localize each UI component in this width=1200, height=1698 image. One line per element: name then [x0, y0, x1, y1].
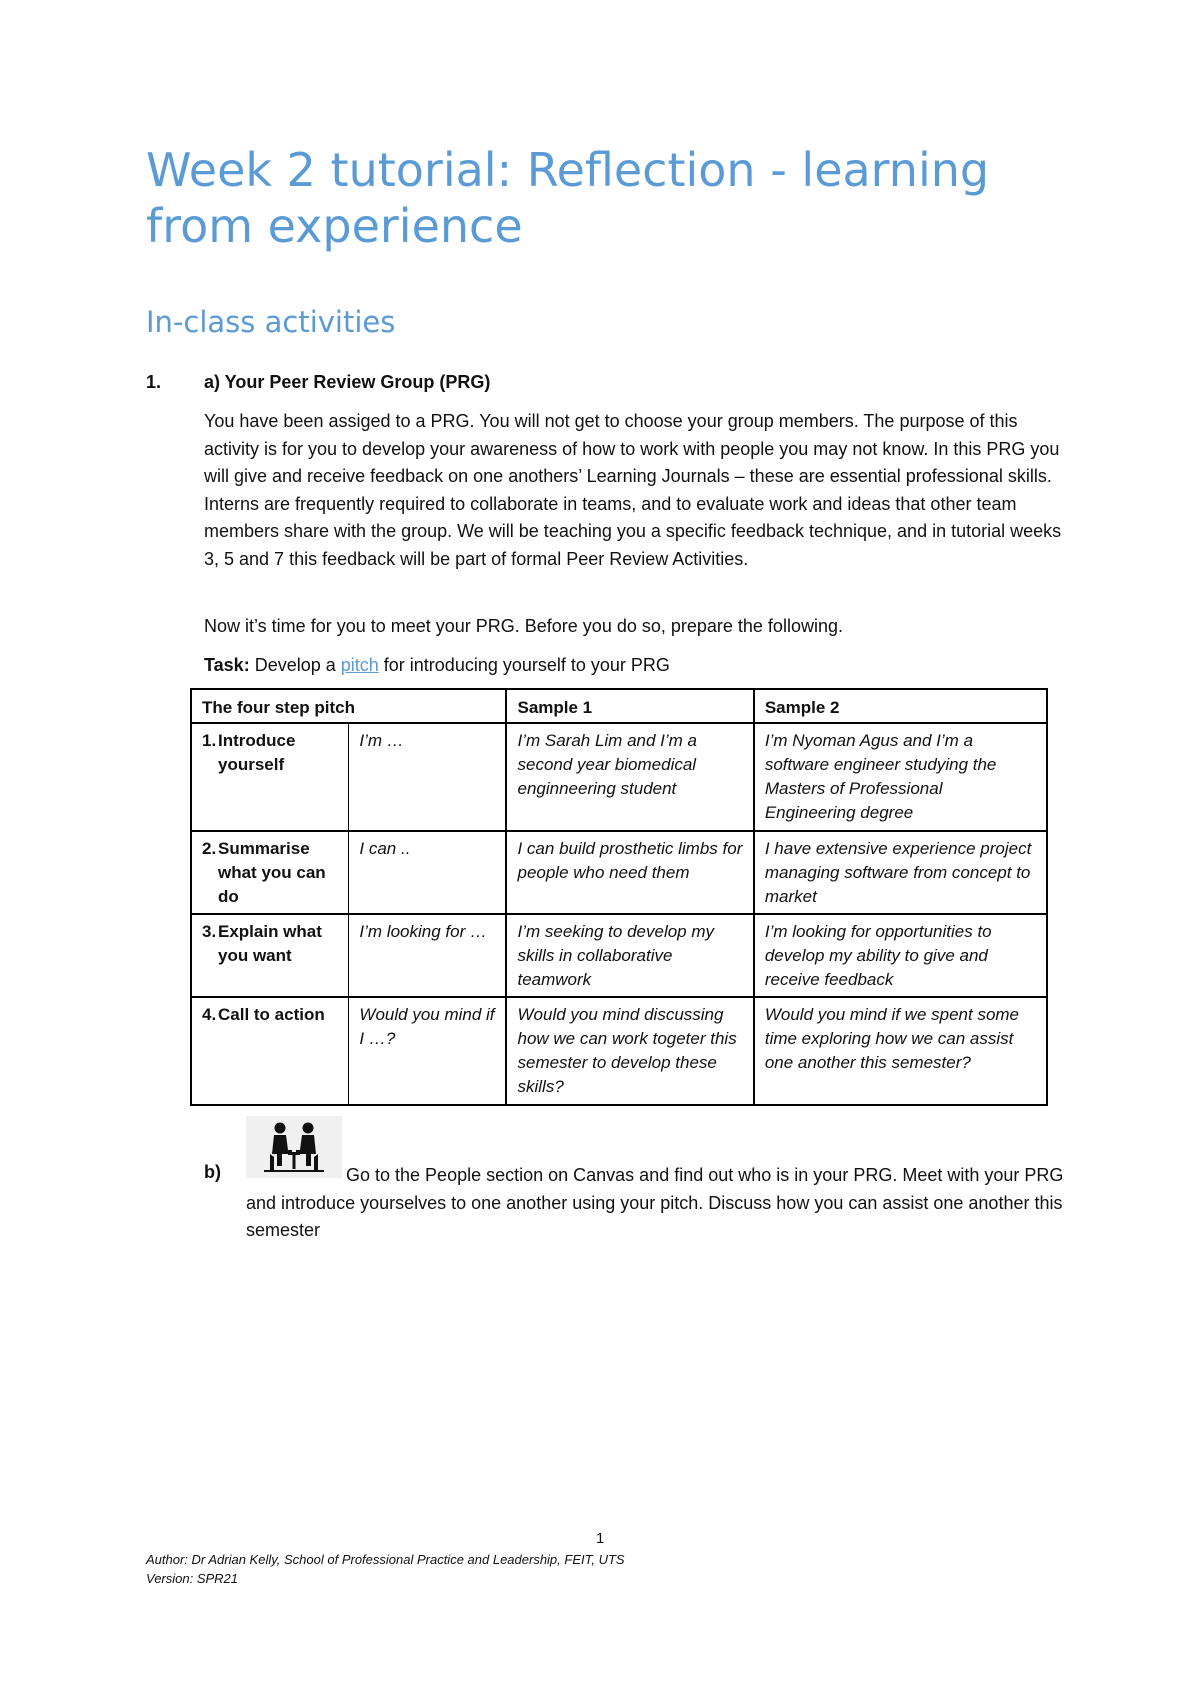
step-cell	[191, 914, 349, 997]
step-number: 1.	[202, 731, 217, 750]
table-row	[191, 914, 1047, 997]
page-number: 1	[596, 1530, 605, 1547]
step-label: Explain what you want	[218, 922, 322, 965]
task-label: Task:	[204, 655, 250, 675]
task-text-before: Develop a	[249, 655, 341, 675]
sub-item-b-label: b)	[204, 1162, 221, 1182]
intro-paragraph: You have been assiged to a PRG. You will not get to choose your group members. The purpose of this activity is for you to develop your awareness of how to work with people you may not know. In this PRG you will give and receive feedback on one anothers’ Learning Journals – these are essential professional skills. Interns are frequently required to collaborate in teams, and to evaluate work and ideas that other team members share with the group. We will be teaching you a specific feedback technique, and in tutorial weeks 3, 5 and 7 this feedback will be part of formal Peer Review Activities.	[204, 411, 1062, 569]
phrase-cell: I’m looking for …	[349, 914, 507, 997]
section-heading: In-class activities	[146, 305, 396, 339]
item-number: 1.	[146, 372, 162, 392]
step-label: Call to action	[218, 1005, 325, 1024]
pitch-table	[190, 688, 1048, 1106]
sample-1-cell: Would you mind discussing how we can work togeter this semester to develop these skills?	[506, 997, 753, 1105]
step-number: 4.	[202, 1005, 217, 1024]
phrase-cell: Would you mind if I …?	[349, 997, 507, 1105]
step-cell	[191, 997, 349, 1105]
task-line	[204, 652, 1064, 680]
sample-1-cell: I’m seeking to develop my skills in collaborative teamwork	[506, 914, 753, 997]
phrase-cell: I’m …	[349, 723, 507, 831]
meet-prg-paragraph: Go to the People section on Canvas and find out who is in your PRG. Meet with your PRG and introduce yourselves to one another using your pitch. Discuss how you can assist one another this semester	[246, 1165, 1064, 1240]
step-cell	[191, 831, 349, 914]
step-number: 3.	[202, 922, 217, 941]
sample-2-cell: I’m Nyoman Agus and I’m a software engineer studying the Masters of Professional Engineering degree	[754, 723, 1047, 831]
header-four-step-pitch: The four step pitch	[191, 689, 506, 723]
item-heading: a) Your Peer Review Group (PRG)	[204, 372, 491, 392]
sample-1-cell: I can build prosthetic limbs for people who need them	[506, 831, 753, 914]
footer-author: Author: Dr Adrian Kelly, School of Professional Practice and Leadership, FEIT, UTS	[146, 1552, 625, 1567]
table-row	[191, 723, 1047, 831]
sample-2-cell: I have extensive experience project managing software from concept to market	[754, 831, 1047, 914]
table-row	[191, 831, 1047, 914]
footer-version: Version: SPR21	[146, 1571, 239, 1586]
step-label: Summarise what you can do	[218, 839, 326, 906]
sample-2-cell: I’m looking for opportunities to develop my ability to give and receive feedback	[754, 914, 1047, 997]
step-cell	[191, 723, 349, 831]
phrase-cell: I can ..	[349, 831, 507, 914]
prepare-paragraph: Now it’s time for you to meet your PRG. Before you do so, prepare the following.	[204, 616, 843, 636]
step-number: 2.	[202, 839, 217, 858]
header-sample-1: Sample 1	[506, 689, 753, 723]
header-sample-2: Sample 2	[754, 689, 1047, 723]
sample-1-cell: I’m Sarah Lim and I’m a second year biomedical enginneering student	[506, 723, 753, 831]
table-header-row	[191, 689, 1047, 723]
pitch-link[interactable]: pitch	[340, 655, 379, 675]
document-title: Week 2 tutorial: Reflection - learning from experience	[146, 143, 990, 253]
sample-2-cell: Would you mind if we spent some time exploring how we can assist one another this semester?	[754, 997, 1047, 1105]
task-text-after: for introducing yourself to your PRG	[378, 655, 670, 675]
step-label: Introduce yourself	[218, 731, 296, 774]
table-row	[191, 997, 1047, 1105]
